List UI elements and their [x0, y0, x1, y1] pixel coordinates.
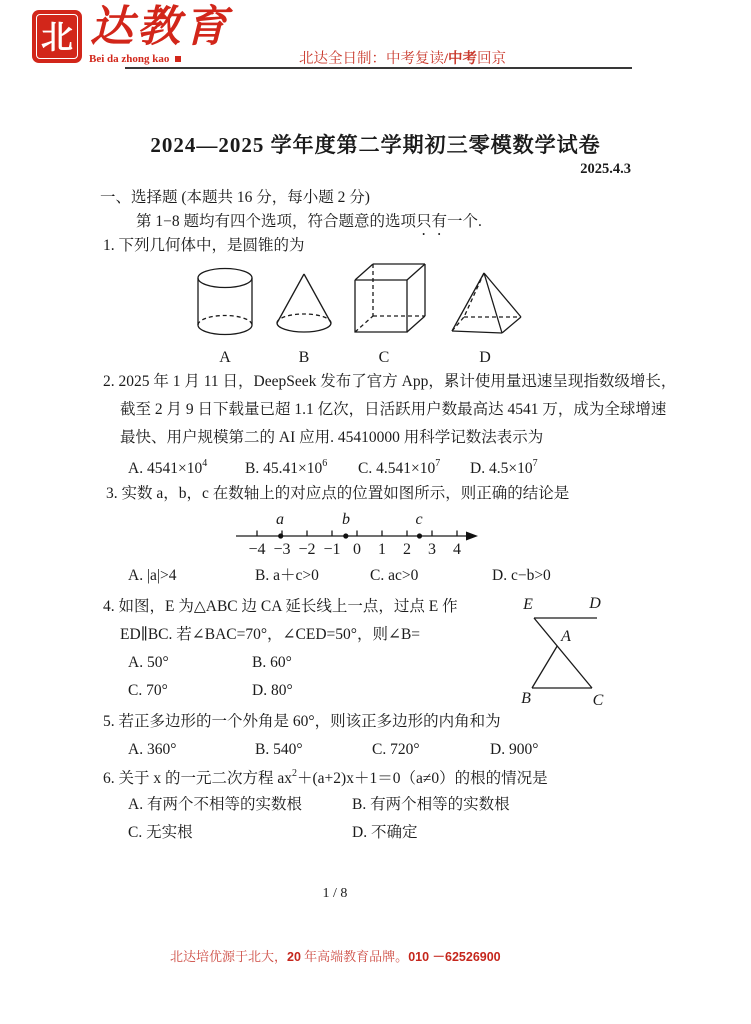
pyramid-shape: [452, 273, 521, 333]
header-slogan: [299, 47, 506, 68]
question-1-text: 1. 下列几何体中，是圆锥的为: [103, 237, 305, 254]
instruction-suffix: 一个.: [447, 213, 482, 230]
tick-label: −4: [248, 541, 266, 558]
q5-option-b: B. 540°: [255, 741, 303, 758]
shape-label-c: C: [378, 349, 390, 366]
header-divider: [125, 67, 632, 69]
footer-text-1: 北达培优源于北大，: [170, 949, 288, 964]
q4-option-a: A. 50°: [128, 654, 169, 671]
figure-label-e: E: [523, 596, 533, 613]
question-4-line1: 4. 如图，E 为△ABC 边 CA 延长线上一点，过点 E 作: [103, 598, 458, 615]
q6-option-c: C. 无实根: [128, 824, 193, 841]
shape-label-d: D: [479, 349, 491, 366]
question-2-line3: 最快、用户规模第二的 AI 应用. 45410000 用科学记数法表示为: [120, 429, 544, 446]
q3-option-a: A. |a|>4: [128, 567, 177, 584]
q3-option-c: C. ac>0: [370, 567, 419, 584]
point-a: [278, 533, 283, 538]
red-square-icon: [175, 56, 181, 62]
cylinder-shape: [198, 269, 252, 335]
q3-option-b: B. a＋c>0: [255, 567, 319, 584]
question-1-figure: [180, 258, 540, 370]
seal-character: 北: [40, 18, 73, 55]
q2-option-a: A. $4541\times 10^4$: [128, 458, 208, 478]
tick-label: 2: [403, 541, 411, 558]
section-heading: 一、选择题 (本题共 16 分，每小题 2 分): [100, 189, 370, 206]
point-a-label: a: [276, 511, 284, 528]
slogan-bold: /中考: [444, 51, 478, 67]
footer-phone: 010 －62526900: [408, 950, 501, 964]
axis-arrow: [466, 532, 478, 541]
tick-label: −2: [298, 541, 316, 558]
footer-text-2: 年高端教育品牌。: [300, 949, 409, 964]
slogan-prefix: 北达全日制：中考复读: [299, 51, 444, 67]
q2-option-b: B. $45.41\times 10^6$: [245, 458, 328, 478]
point-c-label: c: [415, 511, 423, 528]
figure-label-a: A: [561, 628, 571, 645]
brand-pinyin-text: Bei da zhong kao: [89, 53, 170, 65]
tick-label: 4: [453, 541, 461, 558]
q5-option-a: A. 360°: [128, 741, 177, 758]
shape-label-b: B: [298, 349, 310, 366]
footer-years-bold: 20: [287, 950, 301, 964]
brand-name: 达教育: [90, 4, 231, 51]
brand-pinyin: [89, 53, 181, 65]
q6-option-b: B. 有两个相等的实数根: [352, 796, 510, 813]
question-4-figure: [512, 592, 612, 712]
point-b: [343, 533, 348, 538]
tick-label: 3: [428, 541, 436, 558]
q2-option-c: C. $4.541\times 10^7$: [358, 458, 441, 478]
tick-label: −3: [273, 541, 291, 558]
q4-option-b: B. 60°: [252, 654, 292, 671]
cube-shape: [355, 264, 425, 332]
figure-label-b: B: [521, 690, 531, 707]
point-c: [417, 533, 422, 538]
figure-label-c: C: [592, 692, 604, 709]
page-number: 1 / 8: [322, 886, 348, 901]
question-3-number-line: [232, 511, 482, 561]
question-2-line1: 2. 2025 年 1 月 11 日，DeepSeek 发布了官方 App，累计使用量迅速呈现指数级增长，: [103, 373, 677, 390]
shape-label-a: A: [219, 349, 231, 366]
question-4-line2: ED∥BC. 若∠BAC=70°，∠CED=50°，则∠B=: [120, 626, 421, 643]
slogan-suffix: 回京: [477, 51, 507, 67]
point-b-label: b: [342, 511, 350, 528]
cone-shape: [277, 274, 331, 332]
instruction-emphasis: 只有: [416, 213, 448, 230]
q5-option-d: D. 900°: [490, 741, 539, 758]
question-3-text: 3. 实数 a，b，c 在数轴上的对应点的位置如图所示，则正确的结论是: [106, 485, 570, 502]
page-title: 2024—2025 学年度第二学期初三零模数学试卷: [150, 133, 601, 157]
q4-option-c: C. 70°: [128, 682, 168, 699]
q3-option-d: D. c−b>0: [492, 567, 551, 584]
question-6-text: 6. 关于 x 的一元二次方程 $ax^2+(a+2)x+1=0(a\ne 0)$的根的情况是: [103, 768, 548, 788]
question-5-text: 5. 若正多边形的一个外角是 60°，则该正多边形的内角和为: [103, 713, 501, 730]
question-2-line2: 截至 2 月 9 日下载量已超 1.1 亿次，日活跃用户数最高达 4541 万，成为全球增速: [120, 401, 667, 418]
section-instruction: [136, 212, 482, 239]
figure-label-d: D: [589, 595, 601, 612]
q6-option-d: D. 不确定: [352, 824, 418, 841]
q6-option-a: A. 有两个不相等的实数根: [128, 796, 302, 813]
seal-inner-frame: [36, 14, 78, 59]
q5-option-c: C. 720°: [372, 741, 420, 758]
tick-label: −1: [323, 541, 341, 558]
tick-label: 0: [353, 541, 361, 558]
footer-slogan: [170, 946, 501, 965]
tick-label: 1: [378, 541, 386, 558]
brand-seal-logo: [32, 10, 82, 63]
q4-option-d: D. 80°: [252, 682, 293, 699]
exam-date: 2025.4.3: [580, 161, 631, 177]
instruction-prefix: 第 1−8 题均有四个选项，符合题意的选项: [136, 213, 416, 230]
q2-option-d: D. $4.5\times 10^7$: [470, 458, 538, 478]
